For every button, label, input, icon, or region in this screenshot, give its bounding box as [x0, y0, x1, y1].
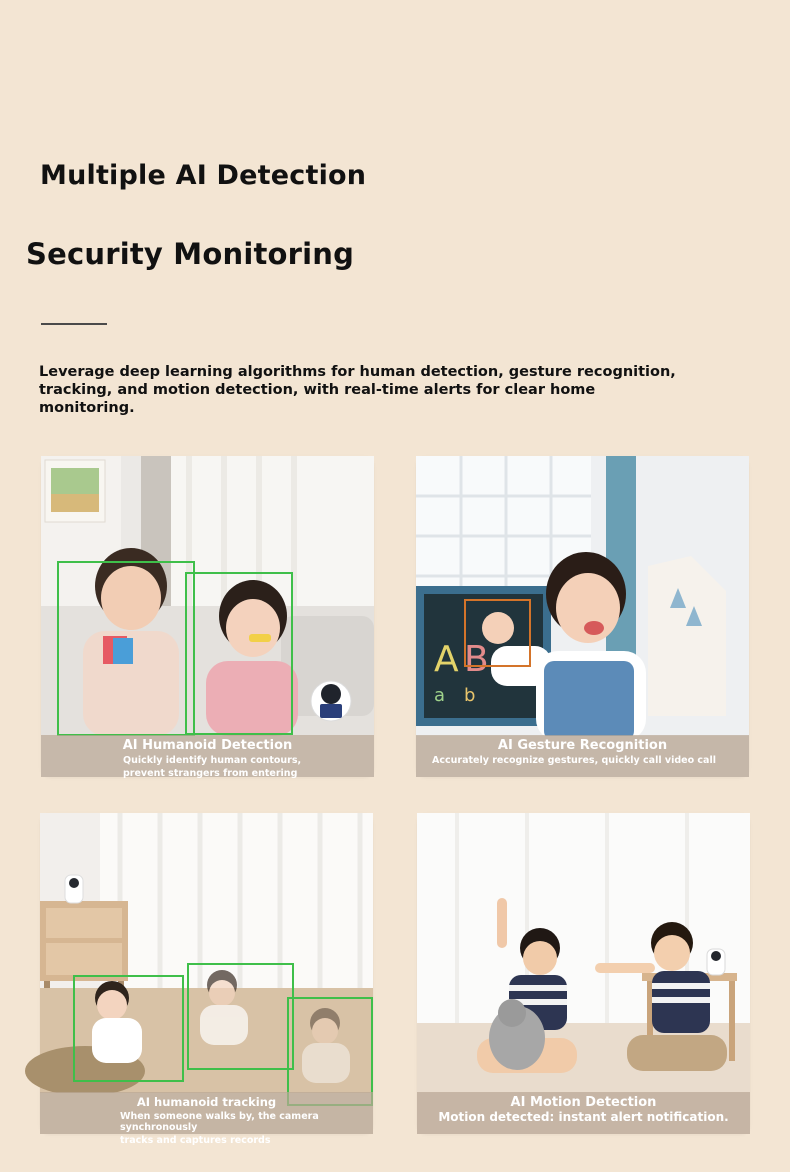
detection-box-boy [57, 561, 195, 736]
gesture-detection-box [464, 599, 531, 667]
feature-desc-line-2: tracks and captures records [120, 1135, 271, 1146]
feature-desc-line-2: prevent strangers from entering [123, 768, 298, 779]
feature-title: AI Gesture Recognition [497, 738, 668, 753]
feature-card-humanoid-tracking [40, 813, 373, 1146]
tracking-box-1 [73, 975, 184, 1082]
feature-card-humanoid-detection [41, 456, 374, 777]
motion-detection-photo [417, 813, 750, 1134]
intro-text [39, 363, 679, 417]
feature-card-motion-detection [417, 813, 750, 1134]
caption-humanoid-tracking [40, 1092, 373, 1146]
caption-gesture-recognition [416, 735, 749, 777]
feature-desc-line-1: When someone walks by, the camera synchronously [120, 1111, 319, 1133]
feature-desc-line-1: Motion detected: instant alert notification. [438, 1110, 729, 1124]
feature-desc-line-1: Quickly identify human contours, [123, 755, 302, 766]
caption-motion-detection [417, 1092, 750, 1134]
intro-line-1: Leverage deep learning algorithms for human detection, gesture recognition, [39, 364, 676, 380]
svg-text:b: b [464, 685, 476, 706]
heading-divider [41, 323, 107, 325]
caption-humanoid-detection [41, 735, 374, 777]
svg-text:B: B [464, 639, 489, 680]
headline-security-monitoring: Security Monitoring [26, 237, 355, 271]
feature-card-gesture-recognition [416, 456, 749, 777]
intro-line-2: tracking, and motion detection, with real-time alerts for clear home monitoring. [39, 382, 596, 416]
headline-multiple-ai-detection: Multiple AI Detection [40, 160, 367, 191]
feature-title: AI humanoid tracking [136, 1095, 277, 1109]
svg-text:a: a [434, 685, 446, 706]
tracking-box-2 [187, 963, 294, 1070]
svg-text:A: A [434, 639, 459, 680]
feature-desc-line-1: Accurately recognize gestures, quickly call video call [432, 755, 716, 766]
tracking-box-3 [287, 997, 373, 1106]
detection-box-girl [185, 572, 293, 735]
feature-title: AI Motion Detection [510, 1095, 657, 1110]
feature-title: AI Humanoid Detection [122, 738, 293, 753]
